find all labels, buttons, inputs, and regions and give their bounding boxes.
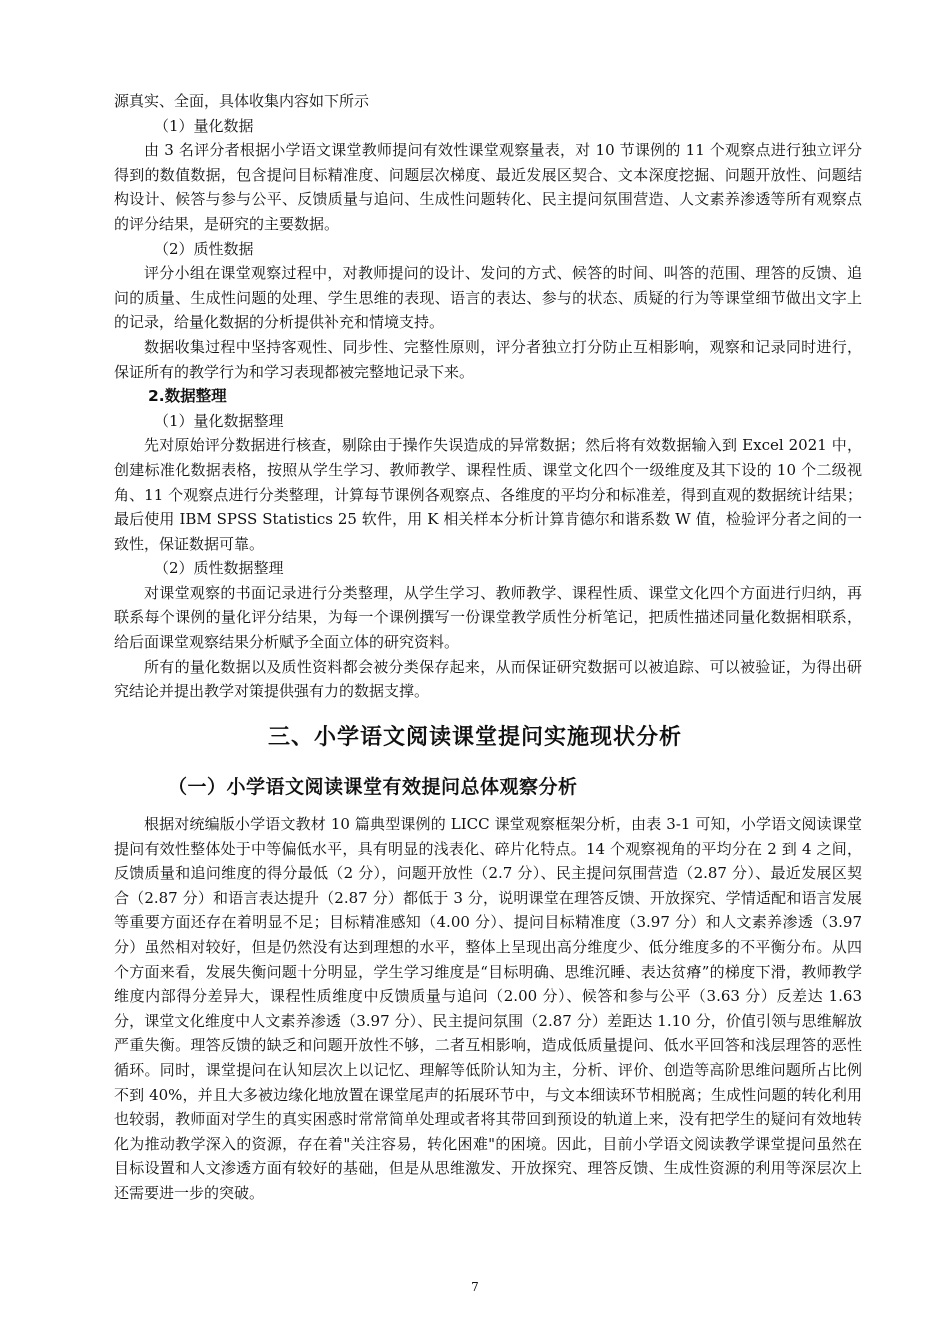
- paragraph: 评分小组在课堂观察过程中，对教师提问的设计、发问的方式、候答的时间、叫答的范围、理答的反馈、追问的质量、生成性问题的处理、学生思维的表现、语言的表达、参与的状态、质疑的行为等课堂细节做出文字上的记录，给量化数据的分析提供补充和情境支持。: [114, 264, 862, 332]
- paragraph: 由 3 名评分者根据小学语文课堂教师提问有效性课堂观察量表，对 10 节课例的 11 个观察点进行独立评分得到的数值数据，包含提问目标精准度、问题层次梯度、最近发展区契合、文本深度挖掘、问题开放性、问题结构设计、候答与参与公平、反馈质量与追问、生成性问题转化、民主提问氛围营造、人文素养渗透等所有观察点的评分结果，是研究的主要数据。: [114, 141, 862, 233]
- paragraph: 先对原始评分数据进行核查，剔除由于操作失误造成的异常数据；然后将有效数据输入到 Excel 2021 中，创建标准化数据表格，按照从学生学习、教师教学、课程性质、课堂文化四个一级维度及其下设的 10 个二级视角、11 个观察点进行分类整理，计算每节课例各观察点、各维度的平均分和标准差，得到直观的数据统计结果；最后使用 IBM SPSS Statistics 25 软件，用 K 相关样本分析计算肯德尔和谐系数 W 值，检验评分者之间的一致性，保证数据可靠。: [114, 436, 862, 553]
- subheading-quantitative-organization: （1）量化数据整理: [154, 411, 284, 430]
- heading-data-organization: 2.数据整理: [148, 387, 227, 406]
- paragraph: 源真实、全面，具体收集内容如下所示: [114, 92, 370, 110]
- analysis-section: [114, 812, 862, 1206]
- paragraph: 数据收集过程中坚持客观性、同步性、完整性原则，评分者独立打分防止互相影响，观察和记录同时进行，保证所有的教学行为和学习表现都被完整地记录下来。: [114, 337, 862, 381]
- subheading-qualitative-organization: （2）质性数据整理: [154, 559, 284, 578]
- paragraph: 对课堂观察的书面记录进行分类整理，从学生学习、教师教学、课程性质、课堂文化四个方面进行归纳，再联系每个课例的量化评分结果，为每一个课例撰写一份课堂教学质性分析笔记，把质性描述同量化数据相联系，给后面课堂观察结果分析赋予全面立体的研究资料。: [114, 583, 862, 652]
- paragraph: 根据对统编版小学语文教材 10 篇典型课例的 LICC 课堂观察框架分析，由表 3-1 可知，小学语文阅读课堂提问有效性整体处于中等偏低水平，具有明显的浅表化、碎片化特点。14 个观察视角的平均分在 2 到 4 之间，反馈质量和追问维度的得分最低（2 分），问题开放性（2.7 分）、民主提问氛围营造（2.87 分）、最近发展区契合（2.87 分）和语言表达提升（2.87 分）都低于 3 分，说明课堂在理答反馈、开放探究、学情适配和语言发展等重要方面还存在着明显不足；目标精准感知（4.00 分）、提问目标精准度（3.97 分）和人文素养渗透（3.97 分）虽然相对较好，但是仍然没有达到理想的水平，整体上呈现出高分维度少、低分维度多的不平衡分布。从四个方面来看，发展失衡问题十分明显，学生学习维度是“目标明确、思维沉睡、表达贫瘠”的梯度下滑，教师教学维度内部得分差异大，课程性质维度中反馈质量与追问（2.00 分）、候答和参与公平（3.63 分）反差达 1.63 分，课堂文化维度中人文素养渗透（3.97 分）、民主提问氛围（2.87 分）差距达 1.10 分，价值引领与思维解放严重失衡。理答反馈的缺乏和问题开放性不够，二者互相影响，造成低质量提问、低水平回答和浅层理答的恶性循环。同时，课堂提问在认知层次上以记忆、理解等低阶认知为主，分析、评价、创造等高阶思维问题所占比例不到 40%，并且大多被边缘化地放置在课堂尾声的拓展环节中，与文本细读环节相脱离；生成性问题的转化利用也较弱，教师面对学生的真实困惑时常常简单处理或者将其带回到预设的轨道上来，没有把学生的疑问有效地转化为推动教学深入的资源，存在着"关注容易，转化困难"的困境。因此，目前小学语文阅读教学课堂提问虽然在目标设置和人文渗透方面有较好的基础，但是从思维激发、开放探究、理答反馈、生成性资源的利用等深层次上还需要进一步的突破。: [114, 815, 862, 1202]
- chapter-title: 三、小学语文阅读课堂提问实施现状分析: [267, 725, 682, 750]
- subheading-qualitative-data: （2）质性数据: [154, 239, 254, 258]
- section-title: （一）小学语文阅读课堂有效提问总体观察分析: [168, 776, 578, 798]
- paragraph: 所有的量化数据以及质性资料都会被分类保存起来，从而保证研究数据可以被追踪、可以被验证，为得出研究结论并提出教学对策提供强有力的数据支撑。: [114, 657, 862, 701]
- data-collection-section: [114, 89, 862, 704]
- subheading-quantitative-data: （1）量化数据: [154, 116, 254, 135]
- page-number: 7: [471, 1280, 479, 1294]
